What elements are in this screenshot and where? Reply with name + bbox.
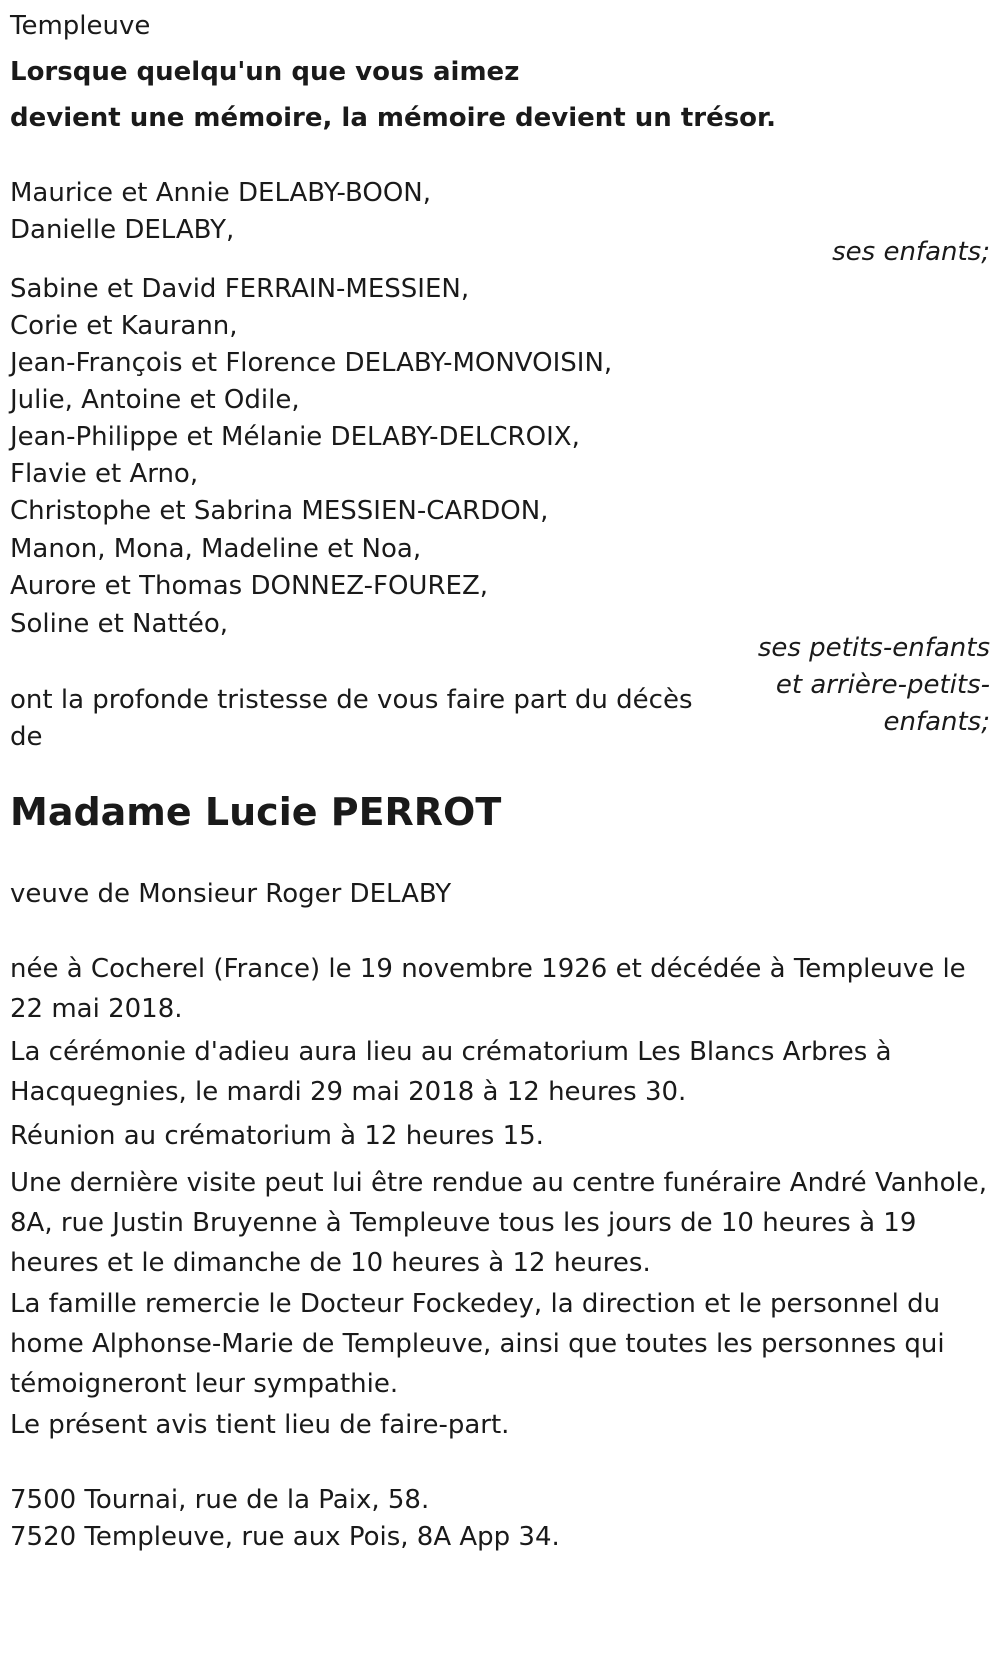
birth-death-paragraph: née à Cocherel (France) le 19 novembre 1926 et décédée à Templeuve le 22 mai 2018. (10, 954, 966, 1024)
grandchildren-label-1: ses petits-enfants (757, 633, 990, 663)
children-label: ses enfants; (832, 237, 990, 267)
grandchild-line: Julie, Antoine et Odile, (10, 385, 300, 415)
grandchildren-label-3: enfants; (883, 707, 990, 737)
ceremony-paragraph: La cérémonie d'adieu aura lieu au crématorium Les Blancs Arbres à Hacquegnies, le mardi 29 mai 2018 à 12 heures 30. (10, 1037, 892, 1107)
announcement-line-2: de (10, 722, 43, 752)
meeting-paragraph: Réunion au crématorium à 12 heures 15. (10, 1121, 544, 1151)
city-heading: Templeuve (10, 11, 151, 41)
thanks-paragraph: La famille remercie le Docteur Fockedey, la direction et le personnel du home Alphonse-Marie de Templeuve, ainsi que toutes les personnes qui témoigneront leur sympathie. (10, 1289, 945, 1399)
grandchild-line: Jean-François et Florence DELABY-MONVOISIN, (10, 348, 613, 378)
grandchild-line: Flavie et Arno, (10, 459, 199, 489)
grandchild-line: Jean-Philippe et Mélanie DELABY-DELCROIX, (10, 422, 580, 452)
grandchild-line: Aurore et Thomas DONNEZ-FOUREZ, (10, 571, 489, 601)
grandchildren-label-2: et arrière-petits- (775, 670, 990, 700)
grandchild-line: Sabine et David FERRAIN-MESSIEN, (10, 274, 470, 304)
quote-line-1: Lorsque quelqu'un que vous aimez (10, 57, 520, 87)
grandchild-line: Soline et Nattéo, (10, 609, 228, 639)
visit-paragraph: Une dernière visite peut lui être rendue au centre funéraire André Vanhole, 8A, rue Justin Bruyenne à Templeuve tous les jours de 10 heures à 19 heures et le dimanche de 10 heures à 12 heures. (10, 1168, 987, 1278)
widow-of: veuve de Monsieur Roger DELABY (10, 879, 452, 909)
address-2: 7520 Templeuve, rue aux Pois, 8A App 34. (10, 1522, 560, 1552)
announcement-line-1: ont la profonde tristesse de vous faire part du décès (10, 685, 693, 715)
grandchild-line: Christophe et Sabrina MESSIEN-CARDON, (10, 496, 549, 526)
grandchild-line: Corie et Kaurann, (10, 311, 238, 341)
child-name-2: Danielle DELABY, (10, 215, 235, 245)
address-1: 7500 Tournai, rue de la Paix, 58. (10, 1485, 430, 1515)
notice-paragraph: Le présent avis tient lieu de faire-part. (10, 1410, 510, 1440)
grandchild-line: Manon, Mona, Madeline et Noa, (10, 534, 422, 564)
child-name-1: Maurice et Annie DELABY-BOON, (10, 178, 432, 208)
quote-line-2: devient une mémoire, la mémoire devient un trésor. (10, 103, 777, 133)
deceased-name: Madame Lucie PERROT (10, 790, 502, 834)
